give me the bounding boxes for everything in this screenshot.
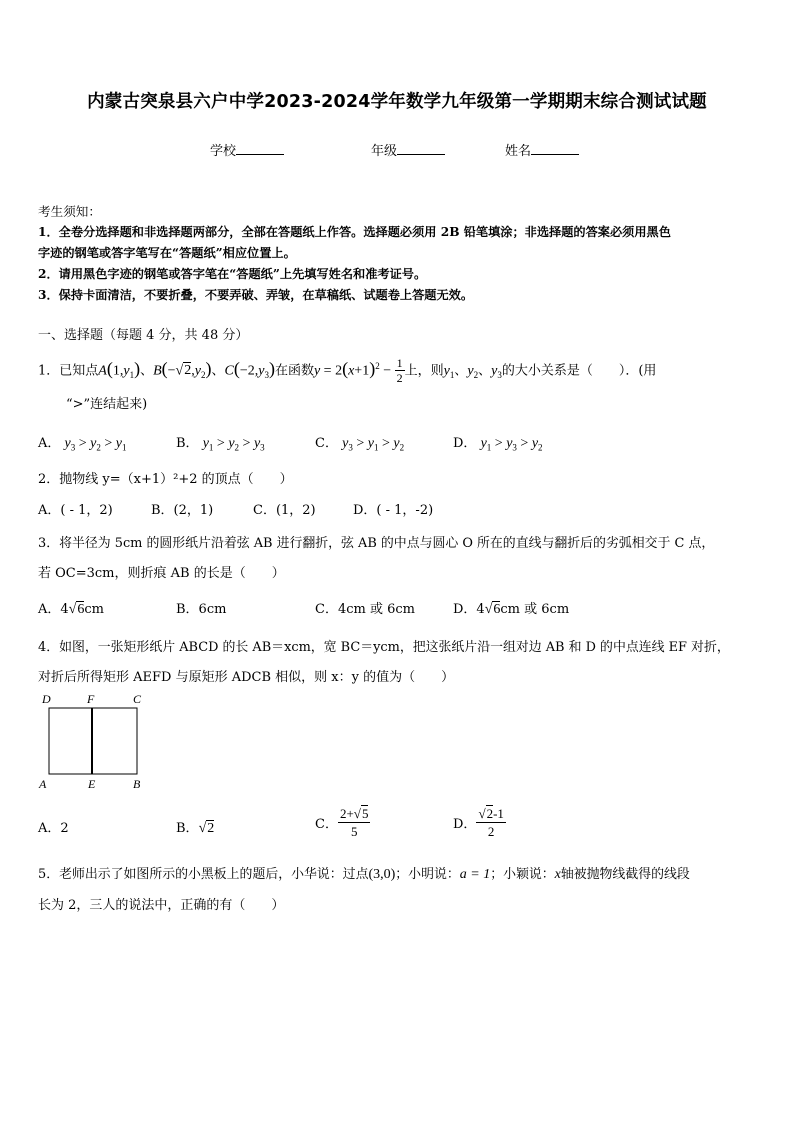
q4-option-d-num-tail: -1 bbox=[493, 806, 504, 821]
question-3-line-2: 若 OC=3cm，则折痕 AB 的长是（ ） bbox=[38, 566, 285, 581]
q2-option-c[interactable]: C．(1，2) bbox=[253, 503, 316, 518]
q3-option-a-radicand: 6 bbox=[77, 602, 85, 617]
label-a: A bbox=[39, 777, 47, 791]
label-f: F bbox=[87, 692, 95, 706]
name-field[interactable] bbox=[505, 140, 579, 159]
q4-option-b[interactable]: B．√2 bbox=[176, 821, 215, 836]
q1-on-func: 在函数 bbox=[274, 363, 314, 379]
q1-option-d-label: D． bbox=[453, 436, 477, 451]
q4-option-c-pre: C． bbox=[315, 817, 338, 832]
question-1-stem: 1．已知点$A(1,y_1)$、$B(-√2,y_2)$、$C(-2,y_3)$在函数$y = 2(x+1)^2$ − $\frac{1}{2}$ 上，则$y_1$、$y_2$、$y_3$的大小关系是（ ）．(用 bbox=[38, 356, 657, 386]
q3-option-d-unit: cm 或 6cm bbox=[500, 602, 570, 617]
question-4-line-1: 4．如图，一张矩形纸片 ABCD 的长 AB＝xcm，宽 BC＝ycm，把这张纸片沿一组对边 AB 和 D 的中点连线 EF 对折， bbox=[38, 640, 730, 655]
q1-option-c-label: C． bbox=[315, 436, 338, 451]
notice-item-2: 2．请用黑色字迹的钢笔或答字笔在“答题纸”上先填写姓名和准考证号。 bbox=[38, 267, 427, 281]
q1-option-a-label: A． bbox=[38, 436, 61, 451]
q1-prefix: 1．已知点 bbox=[38, 363, 99, 379]
notice-item-1b: 字迹的钢笔或答字笔写在“答题纸”相应位置上。 bbox=[38, 246, 296, 260]
q4-option-b-radicand: 2 bbox=[207, 821, 215, 836]
q1-suffix: 上，则 bbox=[404, 363, 444, 379]
q4-option-a[interactable]: A．2 bbox=[38, 821, 69, 836]
q5-x-var: x bbox=[554, 867, 561, 882]
q3-option-d[interactable]: D．4√6cm 或 6cm bbox=[453, 602, 570, 617]
q5-part-a: 5．老师出示了如图所示的小黑板上的题后，小华说：过点 bbox=[38, 867, 369, 882]
q5-part-c: ；小颖说： bbox=[490, 867, 555, 882]
question-4-line-2: 对折后所得矩形 AEFD 与原矩形 ADCB 相似，则 x：y 的值为（ ） bbox=[38, 670, 455, 685]
q3-option-a-unit: cm bbox=[84, 602, 104, 617]
q3-option-c[interactable]: C．4cm 或 6cm bbox=[315, 602, 415, 617]
notice-heading: 考生须知： bbox=[38, 204, 101, 219]
question-5-line-1 bbox=[38, 863, 690, 883]
q4-option-c-den: 5 bbox=[350, 824, 358, 839]
q3-option-a[interactable]: A．4√6cm bbox=[38, 602, 104, 617]
question-3-line-1: 3．将半径为 5cm 的圆形纸片沿着弦 AB 进行翻折，弦 AB 的中点与圆心 O 所在的直线与翻折后的劣弧相交于 C 点， bbox=[38, 536, 715, 551]
q3-option-a-pre: A．4 bbox=[38, 602, 69, 617]
q2-option-b[interactable]: B．(2，1) bbox=[151, 503, 214, 518]
school-field[interactable] bbox=[210, 140, 284, 159]
q5-part-d: 轴被抛物线截得的线段 bbox=[560, 867, 690, 882]
grade-label: 年级 bbox=[371, 144, 398, 159]
q1-option-b-label: B． bbox=[176, 436, 199, 451]
section-heading: 一、选择题（每题 4 分，共 48 分） bbox=[38, 328, 249, 343]
q1-sep-1: 、 bbox=[140, 363, 154, 379]
q1-option-c[interactable]: C． $y_3 > y_1 > y_2$ bbox=[315, 436, 405, 453]
question-2-stem: 2．抛物线 y=（x+1）²+2 的顶点（ ） bbox=[38, 472, 293, 487]
q1-sep-2: 、 bbox=[211, 363, 225, 379]
q4-option-d-den: 2 bbox=[487, 824, 495, 839]
label-e: E bbox=[88, 777, 96, 791]
rectangle-diagram bbox=[36, 692, 156, 792]
q1-suffix-2: 的大小关系是（ ）．(用 bbox=[501, 363, 657, 379]
q3-option-d-pre: D．4 bbox=[453, 602, 485, 617]
grade-field[interactable] bbox=[371, 140, 445, 159]
q4-option-b-pre: B． bbox=[176, 821, 199, 836]
notice-item-3: 3．保持卡面清洁，不要折叠，不要弄破、弄皱，在草稿纸、试题卷上答题无效。 bbox=[38, 288, 474, 302]
q4-option-d-radicand: 2 bbox=[486, 806, 494, 821]
q5-part-b: ；小明说： bbox=[395, 867, 460, 882]
q1-option-b[interactable]: B． $y_1 > y_2 > y_3$ bbox=[176, 436, 265, 453]
label-b: B bbox=[133, 777, 141, 791]
notice-item-1a: 1．全卷分选择题和非选择题两部分，全部在答题纸上作答。选择题必须用 2B 铅笔填涂；非选择题的答案必须用黑色 bbox=[38, 225, 671, 239]
question-5-line-2: 长为 2，三人的说法中，正确的有（ ） bbox=[38, 898, 285, 913]
q1-line-2: “>”连结起来) bbox=[66, 397, 148, 412]
q4-option-d[interactable]: D． $\frac{√2-1}{2}$ bbox=[453, 806, 504, 839]
q4-option-c-radicand: 5 bbox=[361, 806, 369, 821]
q1-option-d[interactable]: D． $y_1 > y_3 > y_2$ bbox=[453, 436, 543, 453]
q3-option-d-radicand: 6 bbox=[493, 602, 501, 617]
q4-option-c-num: 2+ bbox=[339, 806, 354, 821]
label-c: C bbox=[133, 692, 142, 706]
q5-a-equation: a = 1 bbox=[459, 867, 491, 882]
name-label: 姓名 bbox=[505, 144, 532, 159]
page-title: 内蒙古突泉县六户中学2023-2024学年数学九年级第一学期期末综合测试试题 bbox=[87, 92, 707, 112]
q4-option-c[interactable]: C． $\frac{2+√5}{5}$ bbox=[315, 806, 369, 839]
q5-point: (3,0) bbox=[368, 867, 396, 882]
q2-option-a[interactable]: A．( - 1，2) bbox=[38, 503, 113, 518]
q4-option-d-pre: D． bbox=[453, 817, 477, 832]
q2-option-d[interactable]: D．( - 1，-2) bbox=[353, 503, 434, 518]
school-label: 学校 bbox=[210, 144, 237, 159]
q1-option-a[interactable]: A． $y_3 > y_2 > y_1$ bbox=[38, 436, 127, 453]
q3-option-b[interactable]: B．6cm bbox=[176, 602, 227, 617]
label-d: D bbox=[42, 692, 51, 706]
